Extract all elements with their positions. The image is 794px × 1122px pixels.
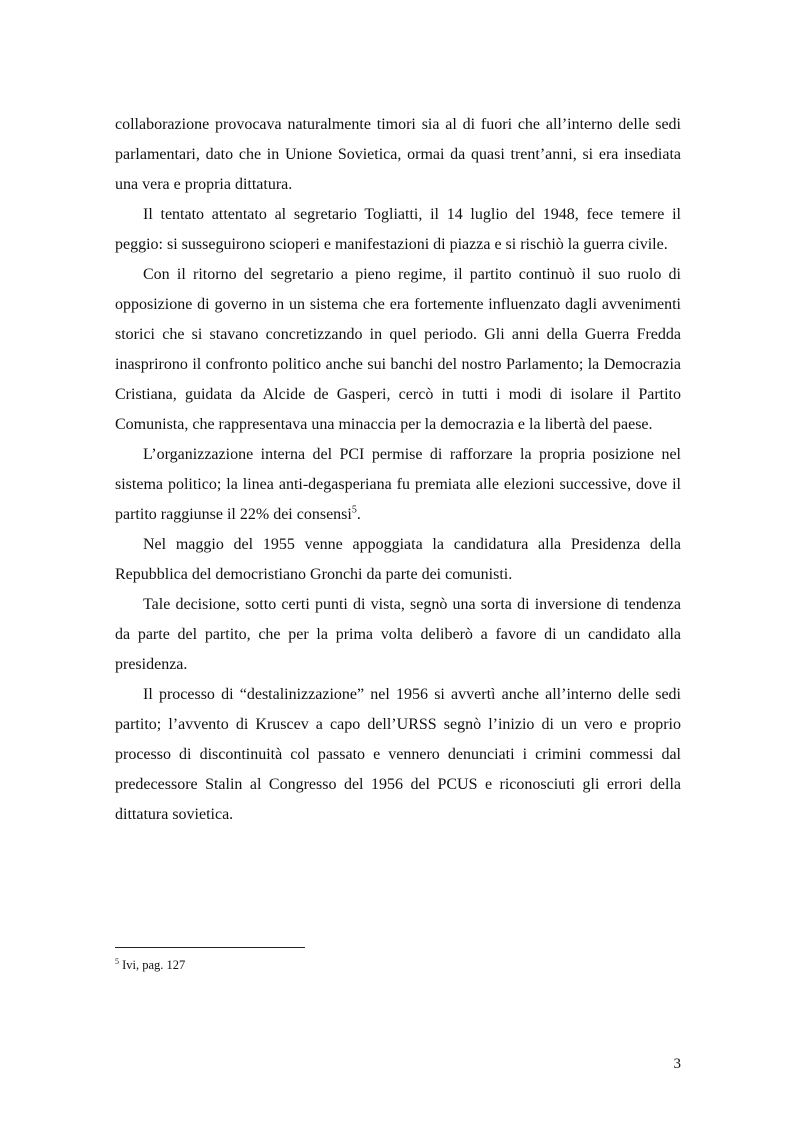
page-body <box>115 110 681 830</box>
paragraph-4: L’organizzazione interna del PCI permise di rafforzare la propria posizione nel sistema politico; la linea anti-degasperiana fu premiata alle elezioni successive, dove il partito raggiunse il 22% dei consensi$^5$. <box>115 446 681 523</box>
footnote-number: 5 <box>115 956 119 966</box>
page-number: 3 <box>673 1056 681 1072</box>
paragraph-3: Con il ritorno del segretario a pieno regime, il partito continuò il suo ruolo di opposizione di governo in un sistema che era fortemente influenzato dagli avvenimenti storici che si stavano concretizzando in quel periodo. Gli anni della Guerra Fredda inasprirono il confronto politico anche sui banchi del nostro Parlamento; la Democrazia Cristiana, guidata da Alcide de Gasperi, cercò in tutti i modi di isolare il Partito Comunista, che rappresentava una minaccia per la democrazia e la libertà del paese. <box>115 266 681 433</box>
paragraph-1: collaborazione provocava naturalmente timori sia al di fuori che all’interno delle sedi parlamentari, dato che in Unione Sovietica, ormai da quasi trent’anni, si era insediata una vera e propria dittatura. <box>115 116 681 193</box>
paragraph-6: Tale decisione, sotto certi punti di vista, segnò una sorta di inversione di tendenza da parte del partito, che per la prima volta deliberò a favore di un candidato alla presidenza. <box>115 596 681 673</box>
footnote-divider <box>115 947 305 948</box>
footnote <box>115 957 185 973</box>
footnote-reference: 5 <box>351 504 357 516</box>
paragraph-5: Nel maggio del 1955 venne appoggiata la candidatura alla Presidenza della Repubblica del democristiano Gronchi da parte dei comunisti. <box>115 536 681 583</box>
paragraph-2: Il tentato attentato al segretario Togliatti, il 14 luglio del 1948, fece temere il peggio: si susseguirono scioperi e manifestazioni di piazza e si rischiò la guerra civile. <box>115 206 681 253</box>
paragraph-7: Il processo di “destalinizzazione” nel 1956 si avvertì anche all’interno delle sedi partito; l’avvento di Kruscev a capo dell’URSS segnò l’inizio di un vero e proprio processo di discontinuità col passato e vennero denunciati i crimini commessi dal predecessore Stalin al Congresso del 1956 del PCUS e riconosciuti gli errori della dittatura sovietica. <box>115 686 681 823</box>
footnote-text: Ivi, pag. 127 <box>119 958 186 972</box>
